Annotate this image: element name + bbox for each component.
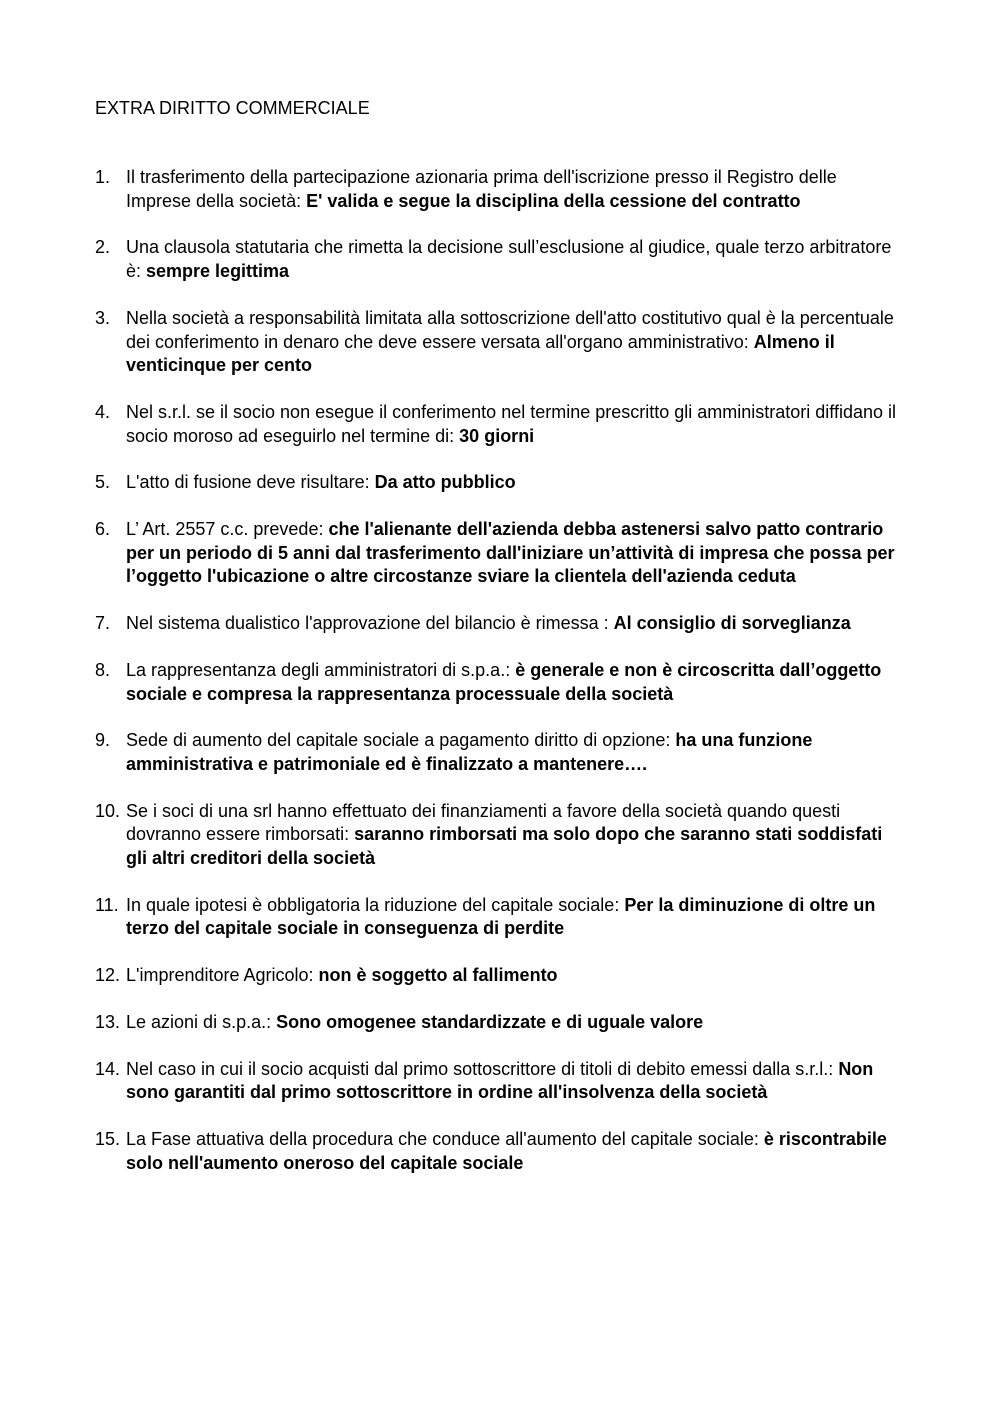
list-item-2 — [95, 236, 905, 283]
list-item-5 — [95, 471, 905, 495]
item-question: L’ Art. 2557 c.c. prevede: — [126, 519, 329, 540]
item-number: 7. — [95, 613, 111, 634]
item-answer: 30 giorni — [459, 425, 535, 446]
list-item-11 — [95, 894, 905, 941]
list-item-13 — [95, 1011, 905, 1035]
item-answer: che l'alienante dell'azienda debba astenersi salvo patto contrario per un periodo di 5 anni dal trasferimento dall'iniziare un’attività di impresa che possa per l’oggetto l'ubicazione o altre circostanze sviare la clientela dell'azienda ceduta — [126, 519, 895, 587]
item-question: Il trasferimento della partecipazione azionaria prima dell'iscrizione presso il Registro delle Imprese della società: — [126, 167, 837, 211]
item-number: 5. — [95, 472, 111, 493]
item-number: 2. — [95, 237, 111, 258]
item-number: 1. — [95, 167, 111, 187]
list-item-4 — [95, 401, 905, 448]
list-item-12 — [95, 964, 905, 988]
item-number: 6. — [95, 519, 111, 540]
item-question: In quale ipotesi è obbligatoria la riduzione del capitale sociale: — [126, 894, 625, 915]
item-number: 4. — [95, 401, 111, 422]
item-question: Le azioni di s.p.a.: — [126, 1011, 277, 1032]
item-number: 15. — [95, 1128, 121, 1149]
item-number: 9. — [95, 730, 111, 751]
list-item-6 — [95, 518, 905, 589]
item-answer: Almeno il venticinque per cento — [126, 331, 835, 376]
item-question: Se i soci di una srl hanno effettuato dei finanziamenti a favore della società quando questi dovranno essere rimborsati: — [126, 800, 841, 845]
item-answer: Al consiglio di sorveglianza — [613, 613, 851, 634]
item-question: L'atto di fusione deve risultare: — [126, 472, 375, 493]
list-item-15 — [95, 1128, 905, 1175]
item-number: 11. — [95, 894, 119, 915]
list-item-8 — [95, 659, 905, 706]
item-question: Sede di aumento del capitale sociale a pagamento diritto di opzione: — [126, 730, 676, 751]
item-number: 14. — [95, 1058, 121, 1079]
item-answer: Per la diminuzione di oltre un terzo del capitale sociale in conseguenza di perdite — [126, 894, 876, 939]
item-question: Nel sistema dualistico l'approvazione del bilancio è rimessa : — [126, 613, 614, 634]
item-answer: saranno rimborsati ma solo dopo che saranno stati soddisfati gli altri creditori della società — [126, 824, 883, 869]
item-number: 12. — [95, 965, 121, 986]
list-item-10 — [95, 800, 905, 871]
item-answer: sempre legittima — [146, 261, 290, 282]
item-answer: ha una funzione amministrativa e patrimoniale ed è finalizzato a mantenere…. — [126, 730, 813, 774]
item-number: 3. — [95, 307, 111, 328]
item-answer: è riscontrabile solo nell'aumento oneroso del capitale sociale — [126, 1128, 887, 1173]
list-item-7 — [95, 612, 905, 636]
item-question: L'imprenditore Agricolo: — [126, 965, 319, 986]
list-item-1 — [95, 166, 905, 213]
item-question: La Fase attuativa della procedura che conduce all'aumento del capitale sociale: — [126, 1128, 764, 1149]
item-question: Una clausola statutaria che rimetta la decisione sull’esclusione al giudice, quale terzo arbitratore è: — [126, 237, 892, 282]
list-item-14 — [95, 1058, 905, 1105]
item-question: Nella società a responsabilità limitata alla sottoscrizione dell'atto costitutivo qual è la percentuale dei conferimento in denaro che deve essere versata all'organo amministrativo: — [126, 307, 894, 352]
item-number: 10. — [95, 800, 121, 821]
item-answer: Sono omogenee standardizzate e di uguale valore — [276, 1011, 704, 1032]
list-item-3 — [95, 307, 905, 378]
item-answer: Da atto pubblico — [374, 472, 516, 493]
document-title: EXTRA DIRITTO COMMERCIALE — [95, 98, 370, 118]
item-answer: è generale e non è circoscritta dall’oggetto sociale e compresa la rappresentanza processuale della società — [126, 659, 882, 704]
item-question: Nel caso in cui il socio acquisti dal primo sottoscrittore di titoli di debito emessi dalla s.r.l.: — [126, 1058, 839, 1079]
item-answer: E' valida e segue la disciplina della cessione del contratto — [306, 190, 801, 211]
item-question: Nel s.r.l. se il socio non esegue il conferimento nel termine prescritto gli amministratori diffidano il socio moroso ad eseguirlo nel termine di: — [126, 401, 897, 446]
item-answer: Non sono garantiti dal primo sottoscrittore in ordine all'insolvenza della società — [126, 1058, 874, 1103]
item-answer: non è soggetto al fallimento — [318, 965, 558, 986]
item-number: 8. — [95, 659, 111, 680]
item-question: La rappresentanza degli amministratori di s.p.a.: — [126, 659, 516, 680]
question-list — [95, 166, 905, 1198]
list-item-9 — [95, 729, 905, 776]
item-number: 13. — [95, 1011, 121, 1032]
